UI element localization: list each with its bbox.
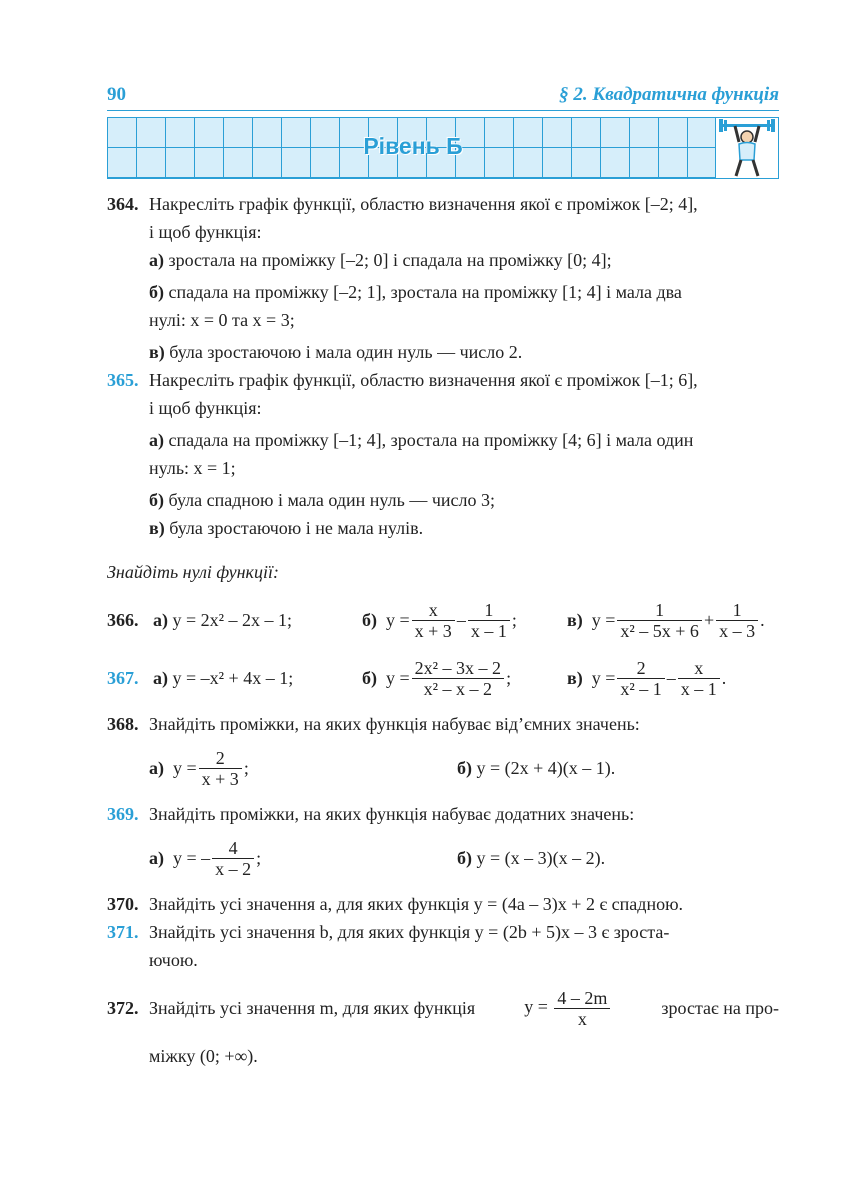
exercise-372 — [107, 982, 779, 1034]
item-label: б) — [457, 847, 472, 868]
item-text: спадала на проміжку [–1; 4], зростала на проміжку [4; 6] і мала один — [168, 430, 694, 450]
item-label: б) — [362, 667, 377, 688]
exercise-number: 371. — [107, 922, 139, 942]
item-text: y = –x² + 4x – 1; — [172, 667, 294, 688]
exercise-369 — [107, 800, 779, 828]
fraction: $\frac{2}{\text{x² – 1}}$ — [617, 658, 664, 699]
item-label: в) — [567, 609, 583, 630]
fraction: $\frac{4 - 2m}{x}$ — [554, 988, 610, 1029]
item-label: а) — [149, 757, 164, 778]
page-number: 90 — [107, 84, 126, 105]
item-label: а) — [153, 609, 168, 630]
subitem-a — [107, 246, 779, 274]
exercise-text: Знайдіть усі значення a, для яких функція y = (4a – 3)x + 2 є спадною. — [149, 894, 684, 914]
exercise-371 — [107, 918, 779, 946]
exercise-text: і щоб функція: — [149, 222, 262, 242]
item-label: б) — [362, 609, 377, 630]
exercise-text: Накресліть графік функції, областю визначення якої є проміжок [–1; 6], — [149, 370, 698, 390]
item-text: нуль: x = 1; — [149, 458, 236, 478]
weightlifter-icon — [715, 118, 778, 178]
item-text: спадала на проміжку [–2; 1], зростала на проміжку [1; 4] і мала два — [168, 282, 682, 302]
fraction: $\frac{2}{x + 3}$ — [199, 748, 242, 789]
exercise-number: 368. — [107, 714, 139, 734]
item-label: в) — [149, 342, 165, 362]
exercise-365 — [107, 366, 779, 394]
fraction: $\frac{x}{x - 1}$ — [678, 658, 720, 699]
fraction: $\frac{1}{\text{x² – 5x + 6}}$ — [617, 600, 702, 641]
operator: – — [666, 667, 676, 688]
fraction: $\frac{x}{x + 3}$ — [412, 600, 455, 641]
item-text: y = — [591, 667, 616, 688]
subitem-b — [107, 486, 779, 514]
exercise-number: 365. — [107, 370, 139, 390]
fraction: $\frac{4}{x - 2}$ — [212, 838, 254, 879]
exercise-369-items: а) y = – $\frac{4}{x - 2}$ ; б) y = (x – 3)(x – 2). — [149, 837, 606, 879]
item-text: була зростаючою і мала один нуль — число 2. — [169, 342, 523, 362]
operator: + — [703, 609, 715, 630]
exercise-370 — [107, 890, 779, 918]
exercise-368 — [107, 710, 779, 738]
exercise-text: міжку (0; +∞). — [149, 1046, 258, 1066]
exercise-number: 366. — [107, 609, 139, 630]
item-label: а) — [149, 847, 164, 868]
item-text: нулі: x = 0 та x = 3; — [149, 310, 295, 330]
exercise-text: Знайдіть усі значення m, для яких функція — [149, 997, 476, 1018]
item-text: y = – — [173, 847, 211, 868]
item-label: б) — [149, 490, 164, 510]
banner-title: Рівень Б — [363, 133, 463, 159]
page-header — [107, 84, 779, 111]
item-label: а) — [149, 250, 164, 270]
item-label: в) — [567, 667, 583, 688]
exercise-number: 369. — [107, 804, 139, 824]
subitem-a — [107, 426, 779, 454]
section-heading: Знайдіть нулі функції: — [107, 562, 279, 582]
item-label: б) — [457, 757, 472, 778]
fraction: $\frac{\text{2x² – 3x – 2}}{\text{x² – x – 2}}$ — [412, 658, 504, 699]
operator: – — [456, 609, 466, 630]
item-label: а) — [153, 667, 168, 688]
exercise-368-items: а) y = $\frac{2}{x + 3}$ ; б) y = (2x + 4)(x – 1). — [149, 747, 616, 789]
subitem-c — [107, 338, 779, 366]
exercise-number: 367. — [107, 667, 139, 688]
item-text: зростала на проміжку [–2; 0] і спадала на проміжку [0; 4]; — [168, 250, 612, 270]
item-text: y = — [386, 609, 410, 630]
item-text: була зростаючою і не мала нулів. — [169, 518, 424, 538]
fraction: $\frac{1}{x - 3}$ — [716, 600, 758, 641]
exercise-364 — [107, 190, 779, 218]
subitem-c — [107, 514, 779, 542]
exercise-text: Накресліть графік функції, областю визначення якої є проміжок [–2; 4], — [149, 194, 698, 214]
exercise-367: 367. а) y = –x² + 4x – 1; б) y = $\frac{\text{2x² – 3x – 2}}{\text{x² – x – 2}}$ ; в) y = $\frac{2}{\text{x² – 1}}$ – $\frac{x}{x - 1}$ . — [107, 657, 727, 699]
item-text: y = — [386, 667, 410, 688]
item-text: y = — [591, 609, 616, 630]
exercise-text: Знайдіть проміжки, на яких функція набуває від’ємних значень: — [149, 714, 640, 734]
exercise-text: Знайдіть усі значення b, для яких функція y = (2b + 5)x – 3 є зроста- — [149, 922, 670, 942]
exercise-text: Знайдіть проміжки, на яких функція набуває додатних значень: — [149, 804, 635, 824]
exercise-number: 370. — [107, 894, 139, 914]
item-label: б) — [149, 282, 164, 302]
exercise-366: 366. а) y = 2x² – 2x – 1; б) y = $\frac{x}{x + 3}$ – $\frac{1}{x - 1}$ ; в) y = $\frac{1}{\text{x² – 5x + 6}}$ + $\frac{1}{x - 3}$ . — [107, 599, 765, 641]
fraction: $\frac{1}{x - 1}$ — [468, 600, 510, 641]
item-label: а) — [149, 430, 164, 450]
item-label: в) — [149, 518, 165, 538]
item-text: y = — [173, 757, 197, 778]
exercise-text: зростає на про- — [661, 997, 779, 1018]
exercise-text: ючою. — [149, 950, 198, 970]
exercise-number: 364. — [107, 194, 139, 214]
section-title: § 2. Квадратична функція — [559, 84, 779, 105]
item-text: y = (2x + 4)(x – 1). — [476, 757, 616, 778]
item-text: була спадною і мала один нуль — число 3; — [168, 490, 495, 510]
item-text: y = (x – 3)(x – 2). — [476, 847, 606, 868]
exercise-number: 372. — [107, 997, 139, 1018]
level-banner — [107, 117, 779, 179]
subitem-b — [107, 278, 779, 306]
item-text: y = 2x² – 2x – 1; — [172, 609, 293, 630]
exercises — [107, 190, 779, 1070]
exercise-text: і щоб функція: — [149, 398, 262, 418]
item-text: y = — [524, 996, 548, 1017]
